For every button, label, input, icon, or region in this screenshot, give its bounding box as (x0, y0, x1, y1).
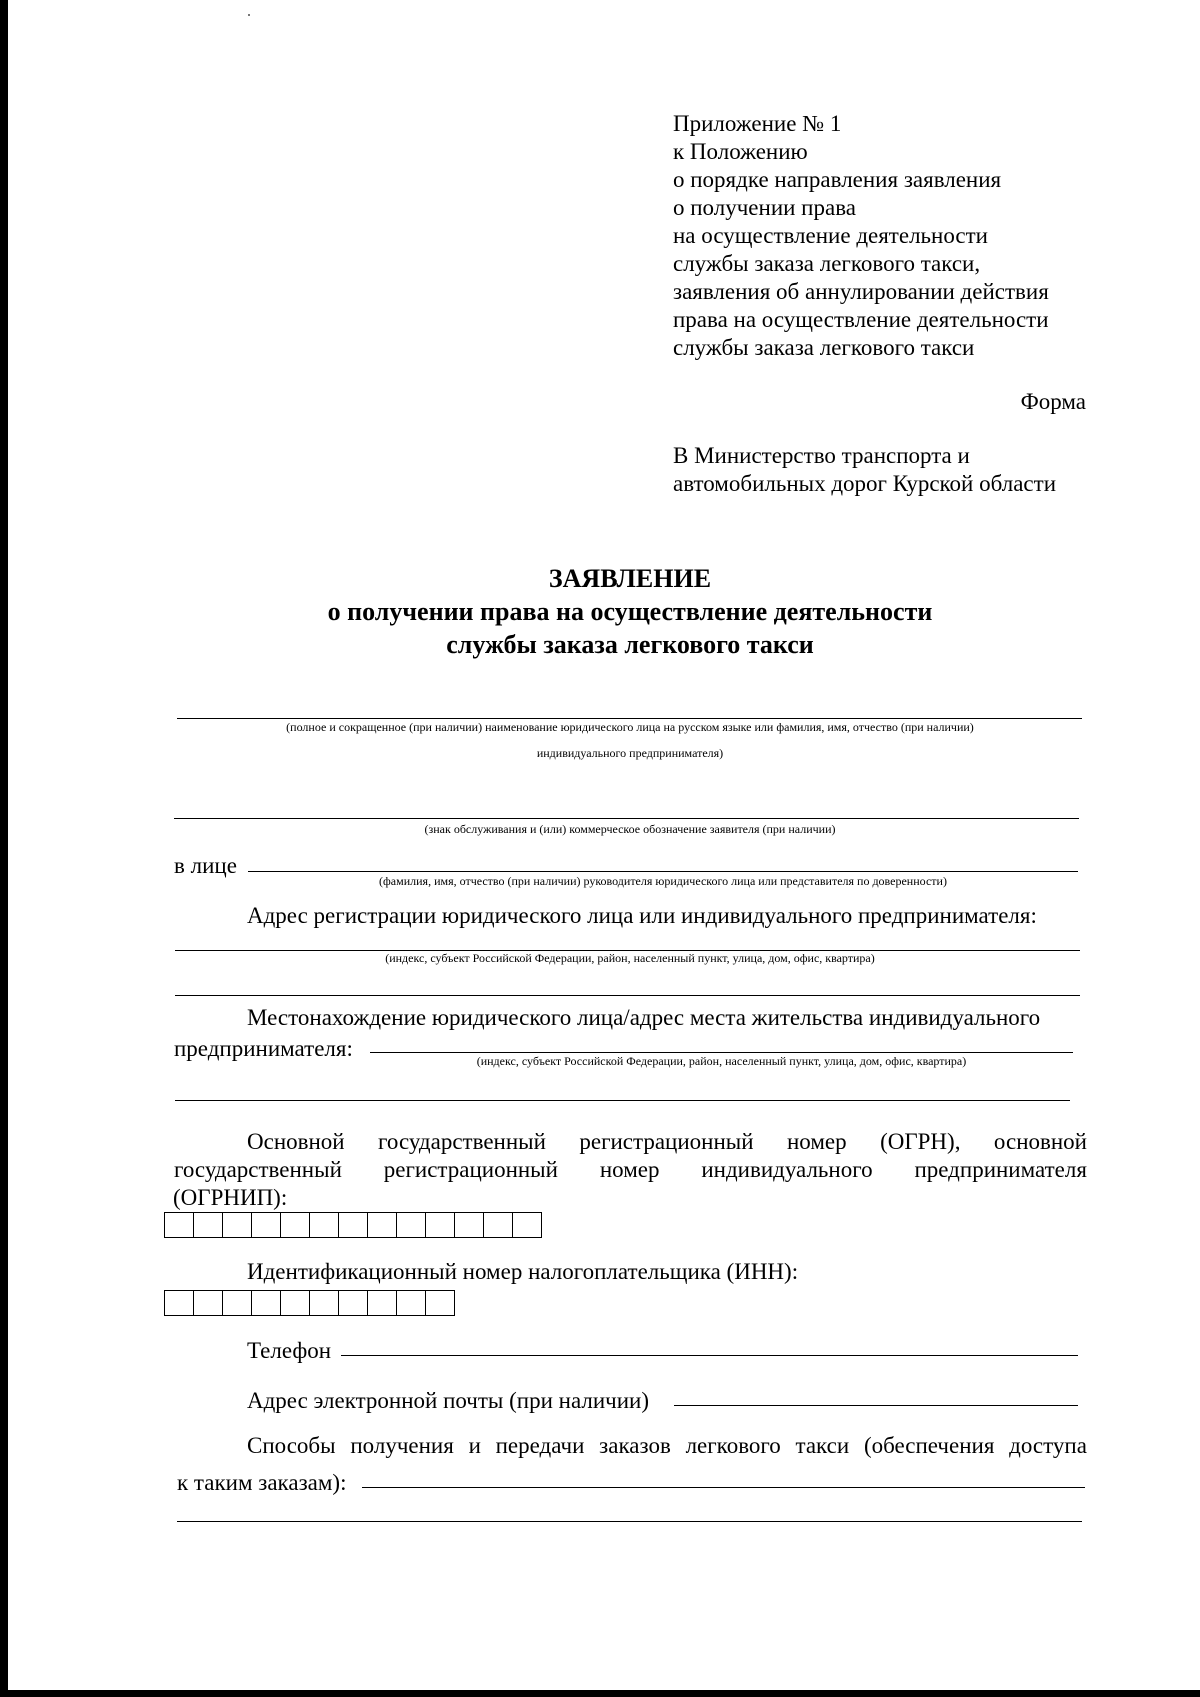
service-mark-caption: (знак обслуживания и (или) коммерческое обозначение заявителя (при наличии) (424, 822, 836, 836)
applicant-name-caption: (полное и сокращенное (при наличии) наименование юридического лица на русском языке или фамилия, имя, отчество (при наличии) (286, 720, 974, 734)
methods-word: такси (795, 1433, 850, 1458)
digit-cell[interactable] (193, 1290, 223, 1316)
methods-word: легкового (685, 1433, 781, 1458)
appendix-line: права на осуществление деятельности (673, 307, 1049, 332)
methods-label-2: к таким заказам): (177, 1470, 347, 1495)
methods-word: и (468, 1433, 481, 1458)
appendix-line: на осуществление деятельности (673, 223, 988, 248)
ogrn-word: номер (599, 1157, 660, 1182)
document-subtitle-line: о получении права на осуществление деятельности (327, 597, 933, 626)
digit-cell[interactable] (164, 1290, 194, 1316)
document-subtitle-line: службы заказа легкового такси (446, 630, 814, 659)
phone-field[interactable] (341, 1355, 1078, 1356)
representative-label: в лице (174, 853, 237, 878)
digit-cell[interactable] (338, 1290, 368, 1316)
methods-field-2[interactable] (177, 1521, 1082, 1522)
methods-word: Способы (247, 1433, 336, 1458)
appendix-line: о получении права (673, 195, 856, 220)
representative-caption: (фамилия, имя, отчество (при наличии) руководителя юридического лица или представителя по доверенности) (379, 874, 947, 888)
email-field[interactable] (674, 1405, 1078, 1406)
addressee-line: В Министерство транспорта и (673, 443, 970, 468)
digit-cell[interactable] (367, 1290, 397, 1316)
registration-address-caption: (индекс, субъект Российской Федерации, район, населенный пункт, улица, дом, офис, квартира) (385, 951, 875, 965)
appendix-line: службы заказа легкового такси (673, 335, 975, 360)
ogrn-word: основной (993, 1129, 1087, 1154)
appendix-line: Приложение № 1 (673, 111, 842, 136)
digit-cell[interactable] (251, 1212, 281, 1238)
digit-cell[interactable] (309, 1290, 339, 1316)
digit-cell[interactable] (454, 1212, 484, 1238)
methods-word: передачи (495, 1433, 585, 1458)
ogrn-word: государственный (378, 1129, 546, 1154)
scan-speck (248, 14, 250, 16)
inn-cell-grid (164, 1290, 455, 1316)
methods-word: получения (350, 1433, 454, 1458)
phone-label: Телефон (247, 1338, 332, 1363)
digit-cell[interactable] (280, 1290, 310, 1316)
ogrn-word: номер (787, 1129, 847, 1154)
methods-word: доступа (1009, 1433, 1087, 1458)
digit-cell[interactable] (425, 1290, 455, 1316)
digit-cell[interactable] (425, 1212, 455, 1238)
ogrn-label-line-1 (247, 1129, 1087, 1155)
location-field[interactable] (370, 1052, 1073, 1053)
digit-cell[interactable] (309, 1212, 339, 1238)
digit-cell[interactable] (222, 1212, 252, 1238)
email-label: Адрес электронной почты (при наличии) (247, 1388, 649, 1413)
form-label: Форма (1020, 389, 1086, 414)
digit-cell[interactable] (396, 1290, 426, 1316)
location-caption: (индекс, субъект Российской Федерации, район, населенный пункт, улица, дом, офис, квартира) (476, 1054, 967, 1068)
appendix-line: к Положению (673, 139, 808, 164)
location-label: Местонахождение юридического лица/адрес места жительства индивидуального (247, 1005, 1041, 1030)
applicant-name-caption: индивидуального предпринимателя) (536, 746, 724, 760)
ogrn-word: регистрационный (383, 1157, 558, 1182)
digit-cell[interactable] (193, 1212, 223, 1238)
digit-cell[interactable] (396, 1212, 426, 1238)
service-mark-field[interactable] (174, 818, 1079, 819)
scan-edge-bottom (0, 1690, 1200, 1697)
inn-label: Идентификационный номер налогоплательщика (ИНН): (247, 1259, 799, 1284)
ogrn-word: предпринимателя (914, 1157, 1087, 1182)
representative-field[interactable] (248, 871, 1078, 872)
digit-cell[interactable] (338, 1212, 368, 1238)
scan-edge-left (0, 0, 8, 1697)
appendix-line: заявления об аннулировании действия (673, 279, 1049, 304)
digit-cell[interactable] (222, 1290, 252, 1316)
digit-cell[interactable] (280, 1212, 310, 1238)
digit-cell[interactable] (512, 1212, 542, 1238)
ogrn-word: индивидуального (701, 1157, 873, 1182)
appendix-line: о порядке направления заявления (673, 167, 1002, 192)
digit-cell[interactable] (483, 1212, 513, 1238)
methods-word: заказов (599, 1433, 671, 1458)
appendix-block (673, 110, 1049, 362)
document-title: ЗАЯВЛЕНИЕ (548, 564, 712, 593)
addressee-line: автомобильных дорог Курской области (673, 471, 1057, 496)
ogrn-word: государственный (174, 1157, 342, 1182)
appendix-line: службы заказа легкового такси, (673, 251, 981, 276)
applicant-name-field[interactable] (177, 718, 1082, 719)
location-label-2: предпринимателя: (174, 1036, 353, 1061)
registration-address-field-2[interactable] (175, 995, 1080, 996)
addressee-block (673, 442, 1056, 498)
digit-cell[interactable] (251, 1290, 281, 1316)
methods-label-line-1 (247, 1433, 1087, 1459)
methods-word: (обеспечения (863, 1433, 995, 1458)
ogrn-word: (ОГРН), (880, 1129, 961, 1154)
ogrn-word: Основной (247, 1129, 345, 1154)
digit-cell[interactable] (367, 1212, 397, 1238)
ogrn-label-line-2 (174, 1157, 1087, 1183)
digit-cell[interactable] (164, 1212, 194, 1238)
location-field-2[interactable] (175, 1100, 1070, 1101)
registration-address-label: Адрес регистрации юридического лица или индивидуального предпринимателя: (247, 903, 1037, 928)
methods-field[interactable] (362, 1487, 1085, 1488)
ogrnip-label: (ОГРНИП): (173, 1185, 288, 1210)
ogrn-cell-grid (164, 1212, 542, 1238)
ogrn-word: регистрационный (579, 1129, 754, 1154)
